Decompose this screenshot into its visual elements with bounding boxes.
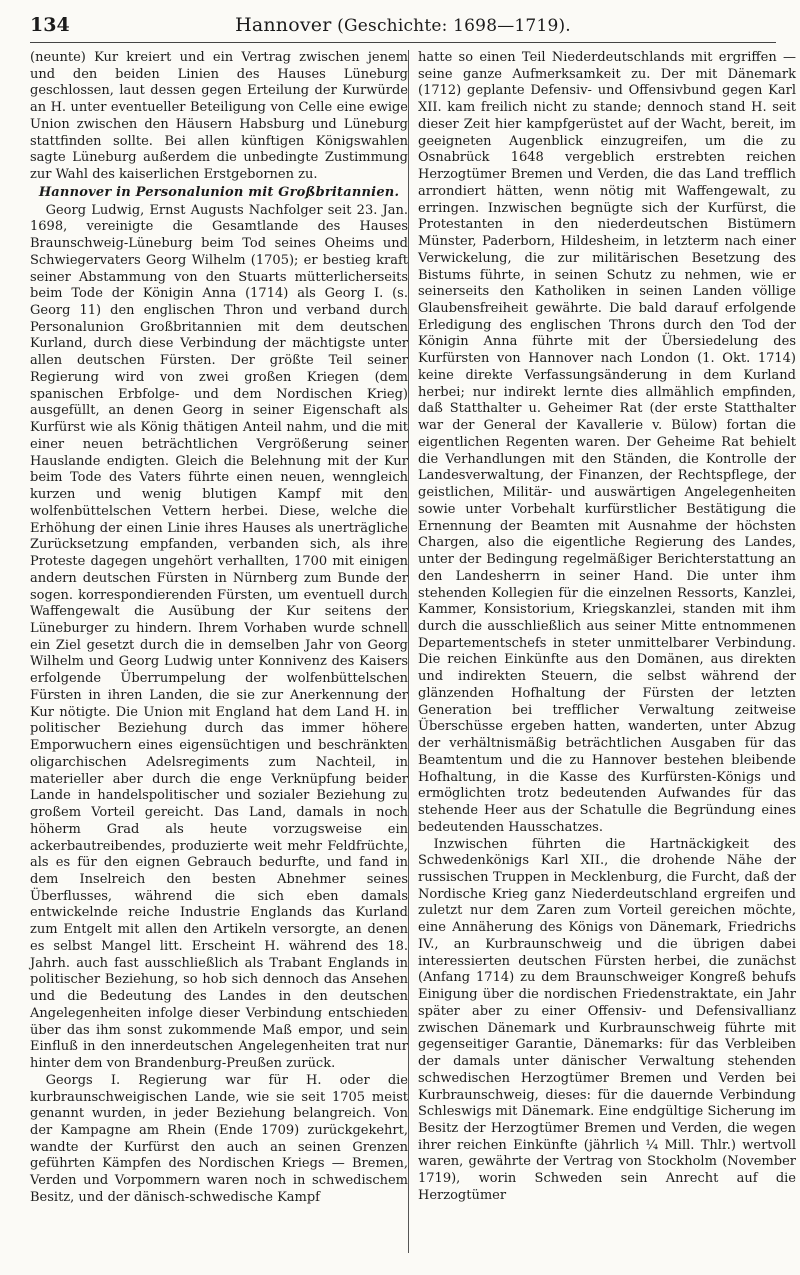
running-title-sub: (Geschichte: 1698—1719).: [331, 16, 571, 36]
section-heading: Hannover in Personalunion mit Großbritannien.: [38, 184, 400, 200]
paragraph: (neunte) Kur kreiert und ein Vertrag zwischen jenem und den beiden Linien des Hauses Lüneburg geschlossen, laut dessen gegen Erteilung der Kurwürde an H. unter eventueller Beteiligung von Celle eine ewige Union zwischen den Häusern Habsburg und Lüneburg stattfinden sollte. Bei allen künftigen Königswahlen sagte Lüneburg außerdem die unbedingte Zustimmung zur Wahl des kaiserlichen Erstgebornen zu.: [30, 50, 408, 183]
paragraph: Inzwischen führten die Hartnäckigkeit des Schwedenkönigs Karl XII., die drohende Nähe der russischen Truppen in Mecklenburg, die Furcht, daß der Nordische Krieg ganz Niederdeutschland ergreifen und zuletzt nur dem Zaren zum Vorteil gereichen möchte, eine Annäherung des Königs von Dänemark, Friedrichs IV., an Kurbraunschweig und die übrigen dabei interessierten deutschen Fürsten herbei, die zunächst (Anfang 1714) zu dem Braunschweiger Kongreß behufs Einigung über die nordischen Friedenstraktate, ein Jahr später aber zu einer Offensiv- und Defensivallianz zwischen Dänemark und Kurbraunschweig führte mit gegenseitiger Garantie, Dänemarks: für das Verbleiben der damals unter dänischer Verwaltung stehenden schwedischen Herzogtümer Bremen und Verden bei Kurbraunschweig, dieses: für die dauernde Verbindung Schleswigs mit Dänemark. Eine endgültige Sicherung im Besitz der Herzogtümer Bremen und Verden, die wegen ihrer reichen Einkünfte (jährlich ¼ Mill. Thlr.) wertvoll waren, gewährte der Vertrag von Stockholm (November 1719), worin Schweden sein Anrecht auf die Herzogtümer: [418, 836, 796, 1203]
running-title: [90, 14, 716, 36]
paragraph: hatte so einen Teil Niederdeutschlands mit ergriffen — seine ganze Aufmerksamkeit zu. Der mit Dänemark (1712) geplante Defensiv- und Offensivbund gegen Karl XII. kam freilich nicht zu stande; dennoch stand H. seit dieser Zeit hier kampfgerüstet auf der Wacht, bereit, im geeigneten Augenblick einzugreifen, um die zu Osnabrück 1648 vergeblich erstrebten reichen Herzogtümer Bremen und Verden, die das Land trefflich arrondiert hätten, wenn nötig mit Waffengewalt, zu erringen. Inzwischen begnügte sich der Kurfürst, die Protestanten in den niederdeutschen Bistümern Münster, Paderborn, Hildesheim, in letzterm nach einer Verwickelung, die zur militärischen Besetzung des Bistums führte, in seinen Schutz zu nehmen, wie er seinerseits den Katholiken in seinen Landen völlige Glaubensfreiheit gewährte. Die bald darauf erfolgende Erledigung des englischen Throns durch den Tod der Königin Anna führte mit der Übersiedelung des Kurfürsten von Hannover nach London (1. Okt. 1714) keine direkte Verfassungsänderung in dem Kurland herbei; nur indirekt lernte dies allmählich empfinden, daß Statthalter u. Geheimer Rat (der erste Statthalter war der General der Kavallerie v. Bülow) fortan die eigentlichen Regenten waren. Der Geheime Rat behielt die Verhandlungen mit den Ständen, die Kontrolle der Landesverwaltung, der Finanzen, der Rechtspflege, der geistlichen, Militär- und auswärtigen Angelegenheiten sowie unter Vorbehalt kurfürstlicher Bestätigung die Ernennung der Beamten mit Ausnahme der höchsten Chargen, also die eigentliche Regierung des Landes, unter der Bedingung regelmäßiger Berichterstattung an den Landesherrn in seiner Hand. Die unter ihm stehenden Kollegien für die einzelnen Ressorts, Kanzlei, Kammer, Konsistorium, Kriegskanzlei, standen mit ihm durch die ausschließlich aus seiner Mitte entnommenen Departementschefs in steter unmittelbarer Verbindung. Die reichen Einkünfte aus den Domänen, aus direkten und indirekten Steuern, die selbst während der glänzenden Hofhaltung der Fürsten der letzten Generation bei trefflicher Verwaltung zeitweise Überschüsse ergeben hatten, wanderten, unter Abzug der verhältnismäßig beträchtlichen Ausgaben für das Beamtentum und die zu Hannover bestehen bleibende Hofhaltung, in die Kasse des Kurfürsten-Königs und ermöglichten trotz bedeutenden Aufwandes für das stehende Heer aus der Schatulle die Begründung eines bedeutenden Hausschatzes.: [418, 50, 796, 835]
header-rule: [30, 42, 776, 43]
running-title-main: Hannover: [235, 14, 332, 36]
paragraph: Georg Ludwig, Ernst Augusts Nachfolger seit 23. Jan. 1698, vereinigte die Gesamtlande des Hauses Braunschweig-Lüneburg beim Tod seines Oheims und Schwiegervaters Georg Wilhelm (1705); er bestieg kraft seiner Abstammung von den Stuarts mütterlicherseits beim Tode der Königin Anna (1714) als Georg I. (s. Georg 11) den englischen Thron und verband durch Personalunion Großbritannien mit dem deutschen Kurland, durch diese Verbindung der mächtigste unter allen deutschen Fürsten. Der größte Teil seiner Regierung wird von zwei großen Kriegen (dem spanischen Erbfolge- und dem Nordischen Krieg) ausgefüllt, an denen Georg in seiner Eigenschaft als Kurfürst wie als König thätigen Anteil nahm, und die mit einer neuen beträchtlichen Vergrößerung seiner Hauslande endigten. Gleich die Belehnung mit der Kur beim Tode des Vaters führte einen neuen, wenngleich kurzen und wenig blutigen Kampf mit den wolfenbüttelschen Vettern herbei. Diese, welche die Erhöhung der einen Linie ihres Hauses als unerträgliche Zurücksetzung empfanden, verbanden sich, als ihre Proteste dagegen ungehört verhallten, 1700 mit einigen andern deutschen Fürsten in Nürnberg zum Bunde der sogen. korrespondierenden Fürsten, um eventuell durch Waffengewalt die Ausübung der Kur seitens der Lüneburger zu hindern. Ihrem Vorhaben wurde schnell ein Ziel gesetzt durch die in demselben Jahr von Georg Wilhelm und Georg Ludwig unter Konnivenz des Kaisers erfolgende Überrumpelung der wolfenbüttelschen Fürsten in ihren Landen, die sie zur Anerkennung der Kur nötigte. Die Union mit England hat dem Land H. in politischer Beziehung durch das immer höhere Emporwuchern eines eigensüchtigen und beschränkten oligarchischen Adelsregiments zum Nachteil, in materieller aber durch die enge Verknüpfung beider Lande in handelspolitischer und sozialer Beziehung zu großem Vorteil gereicht. Das Land, damals in noch höherm Grad als heute vorzugsweise ein ackerbautreibendes, produzierte weit mehr Feldfrüchte, als es für den eignen Gebrauch bedurfte, und fand in dem Inselreich den besten Abnehmer seines Überflusses, während die sich eben damals entwickelnde reiche Industrie Englands das Kurland zum Entgelt mit allen den Artikeln versorgte, an denen es selbst Mangel litt. Erscheint H. während des 18. Jahrh. auch fast ausschließlich als Trabant Englands in politischer Beziehung, so hob sich dennoch das Ansehen und die Bedeutung des Landes in den deutschen Angelegenheiten infolge dieser Verbindung entschieden über das ihm sonst zukommende Maß empor, und sein Einfluß in den innerdeutschen Angelegenheiten trat nur hinter dem von Brandenburg-Preußen zurück.: [30, 202, 408, 1072]
left-column: [30, 50, 408, 1207]
paragraph: Georgs I. Regierung war für H. oder die kurbraunschweigischen Lande, wie sie seit 1705 meist genannt wurden, in jeder Beziehung belangreich. Von der Kampagne am Rhein (Ende 1709) zurückgekehrt, wandte der Kurfürst den auch an seinen Grenzen geführten Kämpfen des Nordischen Kriegs — Bremen, Verden und Vorpommern waren noch in schwedischem Besitz, und der dänisch-schwedische Kampf: [30, 1072, 408, 1205]
page-number: 134: [30, 14, 70, 36]
page-header: [30, 10, 776, 40]
column-divider: [408, 50, 409, 1253]
right-column: [418, 50, 796, 1205]
